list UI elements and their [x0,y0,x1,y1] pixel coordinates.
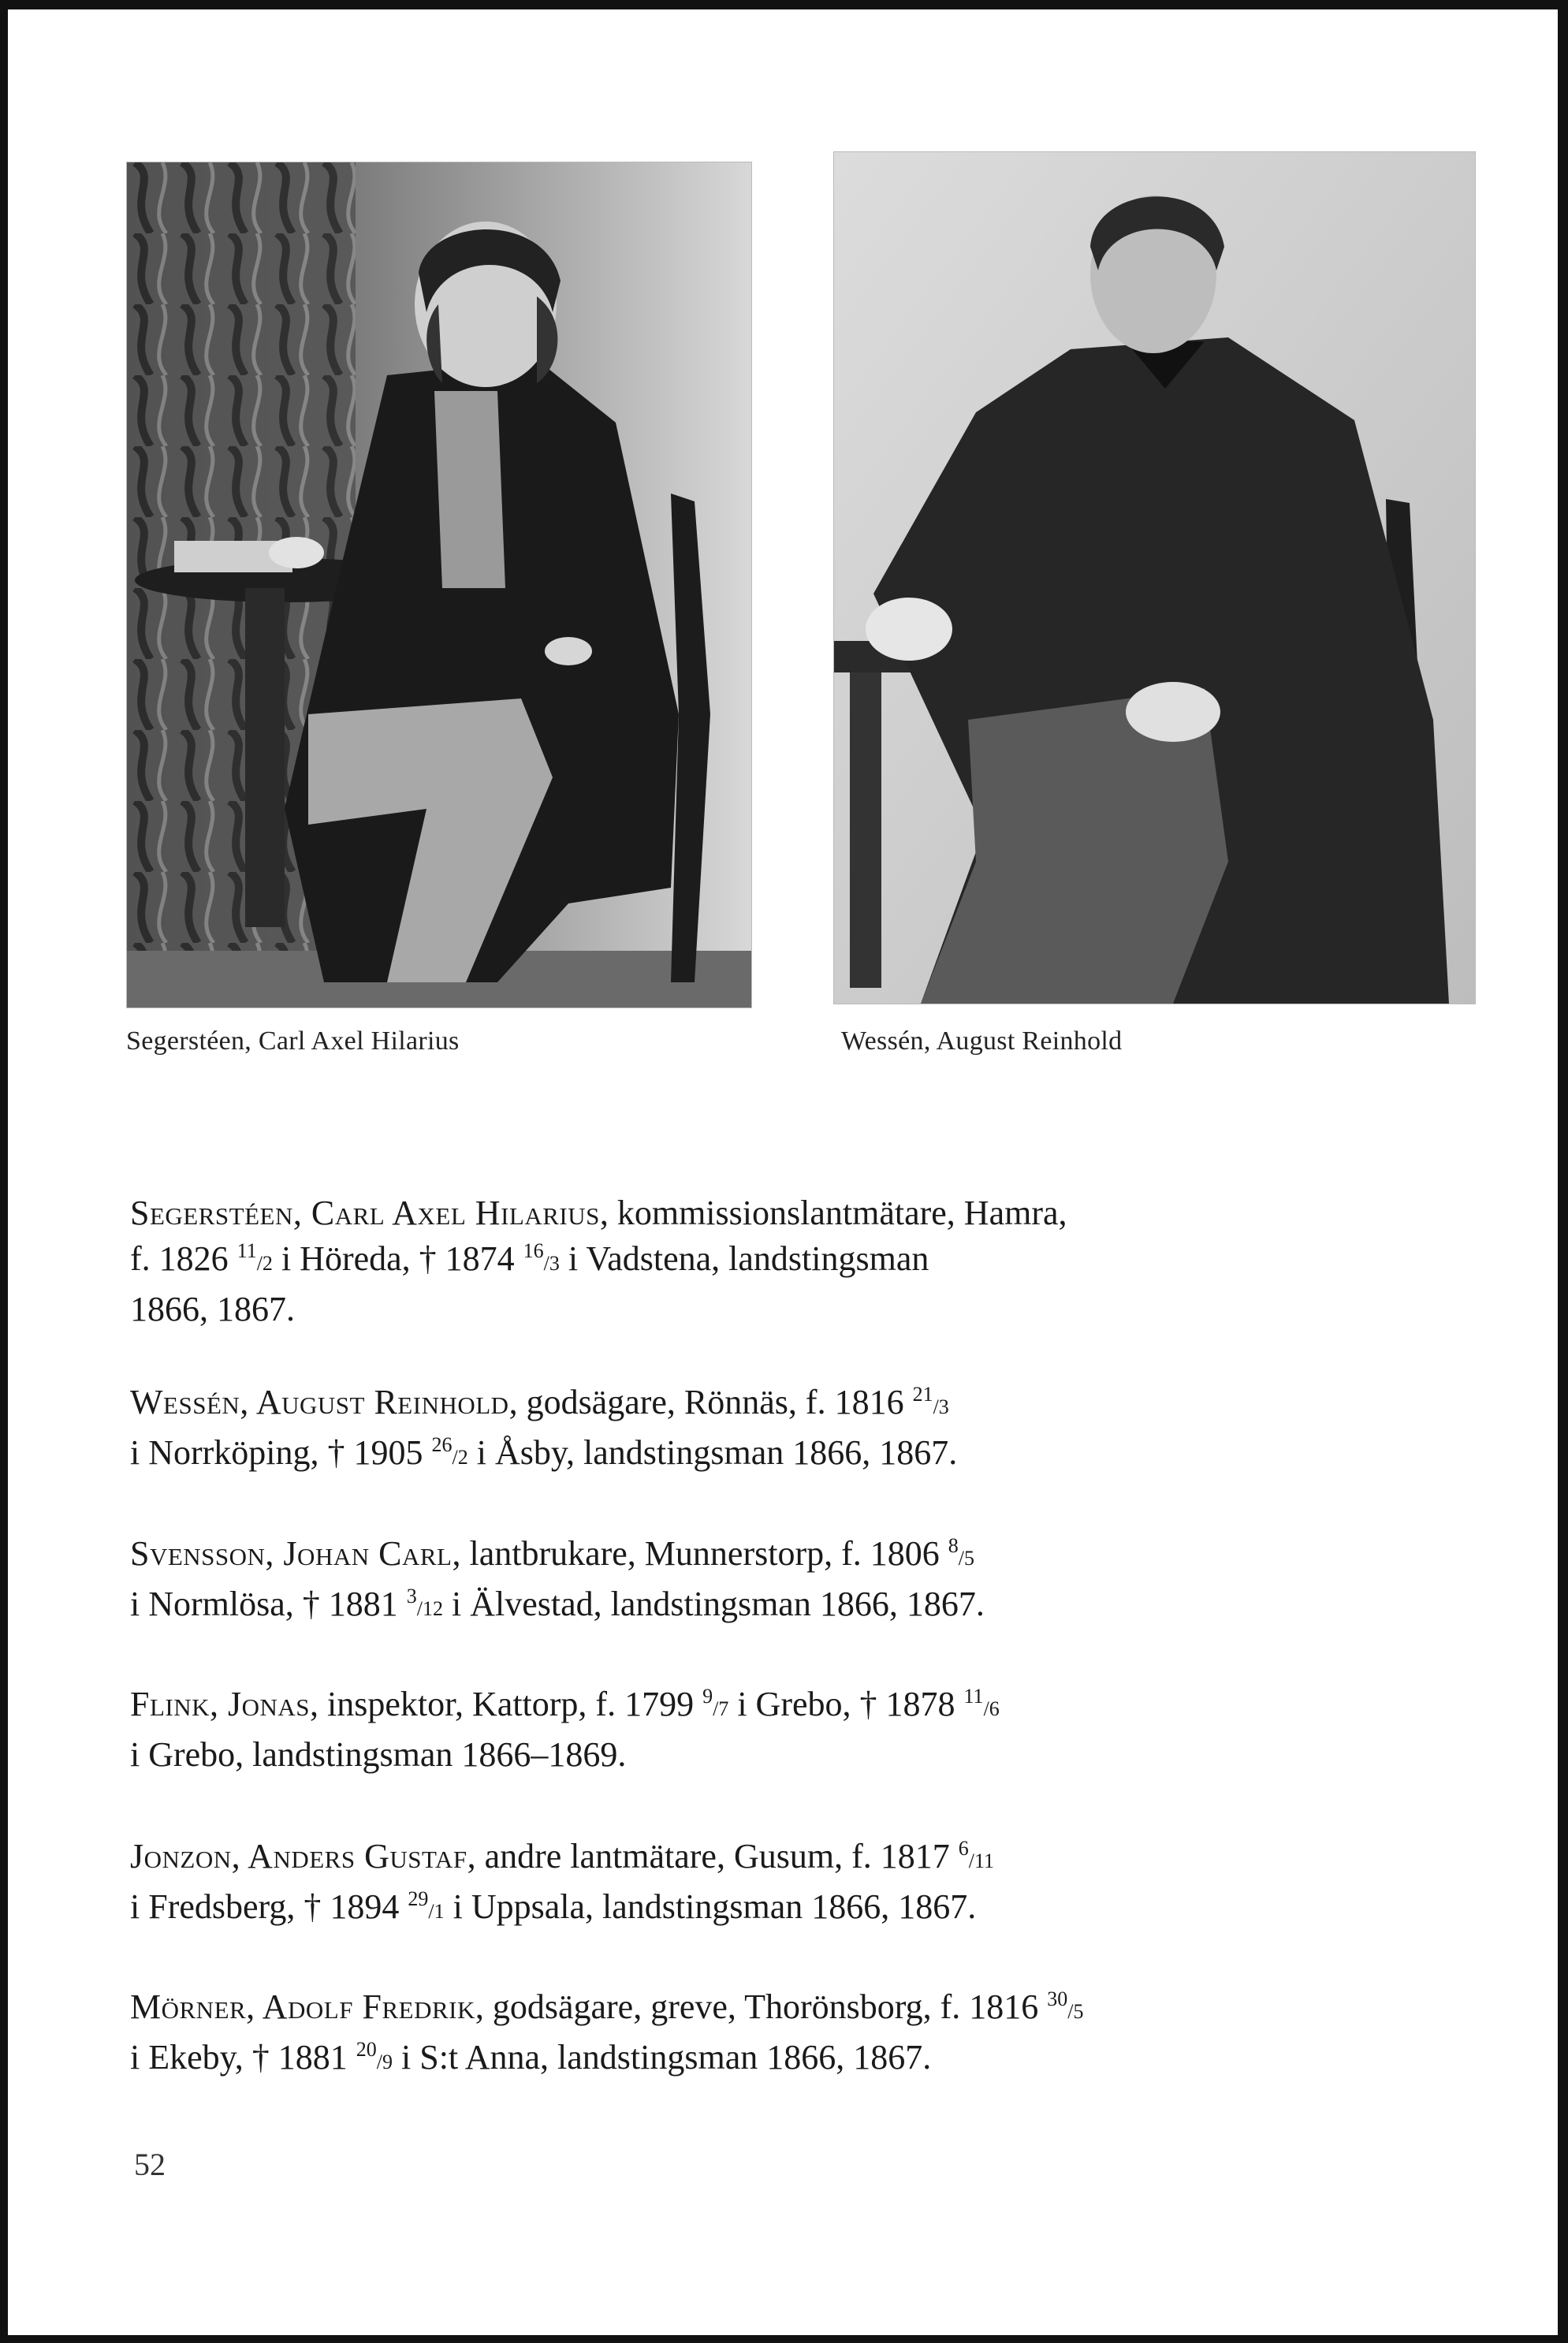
entry-line [130,1236,1470,1287]
date-month: /9 [376,2051,393,2073]
biography-entry-flink [130,1682,1470,1778]
date-day: 21 [912,1383,933,1406]
entry-text: i Uppsala, landstingsman 1866, 1867. [444,1887,977,1926]
date-day: 3 [406,1585,417,1607]
entry-line [130,1380,1470,1430]
entry-name: Mörner, Adolf Fredrik [130,1987,475,2026]
entry-text: i Normlösa, † 1881 [130,1585,407,1623]
biography-entry-wessen [130,1380,1470,1481]
entry-text: , inspektor, Kattorp, f. 1799 [310,1685,703,1723]
entry-name: Wessén, August Reinhold [130,1383,509,1421]
entry-line [130,1430,1470,1481]
entry-line: 1866, 1867. [130,1290,295,1328]
entry-line [130,2035,1470,2085]
portrait-photo-wessen [833,151,1476,1004]
date-month: /5 [1067,2000,1084,2023]
date-month: /11 [968,1849,994,1872]
entry-line [130,1984,1470,2035]
date-day: 11 [963,1685,984,1708]
date-day: 16 [523,1239,544,1262]
portrait-segersteen-image [127,162,751,1008]
entry-text: i Grebo, † 1878 [728,1685,964,1723]
date-month: /7 [713,1697,729,1720]
entry-text: i Åsby, landstingsman 1866, 1867. [467,1433,958,1472]
biography-entry-morner [130,1984,1470,2085]
caption-segersteen: Segerstéen, Carl Axel Hilarius [126,1026,460,1056]
date-month: /5 [958,1547,975,1570]
biography-entry-jonzon [130,1834,1470,1935]
entry-text: i Ekeby, † 1881 [130,2038,356,2077]
date-month: /6 [983,1697,1000,1720]
entry-name: Svensson, Johan Carl [130,1534,453,1573]
entry-text: i Vadstena, landstingsman [559,1239,929,1278]
entry-text: , godsägare, Rönnäs, f. 1816 [508,1383,913,1421]
entry-text: , kommissionslantmätare, Hamra, [599,1194,1067,1232]
entry-name: Flink, Jonas [130,1685,311,1723]
entry-text: , andre lantmätare, Gusum, f. 1817 [467,1837,959,1876]
date-day: 8 [948,1534,959,1557]
entry-line [130,1531,1470,1581]
date-month: /3 [543,1252,560,1275]
date-day: 11 [237,1239,257,1262]
entry-text: i Älvestad, landstingsman 1866, 1867. [443,1585,985,1623]
portrait-photo-segersteen [126,162,752,1008]
entry-text: i Höreda, † 1874 [272,1239,523,1278]
date-day: 29 [408,1887,429,1910]
date-month: /3 [933,1395,949,1418]
entry-line [130,1581,1470,1632]
date-day: 9 [702,1685,713,1708]
biography-entry-svensson [130,1531,1470,1632]
page-number: 52 [134,2147,166,2182]
date-month: /2 [256,1252,273,1275]
entry-line: i Grebo, landstingsman 1866–1869. [130,1735,627,1774]
entry-text: i S:t Anna, landstingsman 1866, 1867. [393,2038,932,2077]
date-month: /1 [428,1900,445,1923]
date-day: 30 [1047,1987,1068,2010]
entry-line [130,1190,1470,1236]
date-day: 20 [356,2038,377,2061]
entry-text: , godsägare, greve, Thorönsborg, f. 1816 [475,1987,1048,2026]
entry-line [130,1682,1470,1732]
entry-name: Jonzon, Anders Gustaf [130,1837,467,1876]
entry-text: , lantbrukare, Munnerstorp, f. 1806 [452,1534,948,1573]
book-page [8,9,1558,2335]
entry-name: Segerstéen, Carl Axel Hilarius [130,1194,600,1232]
entry-text: i Fredsberg, † 1894 [130,1887,408,1926]
entry-text: f. 1826 [130,1239,237,1278]
entry-text: i Norrköping, † 1905 [130,1433,432,1472]
caption-wessen: Wessén, August Reinhold [841,1026,1123,1056]
date-day: 26 [431,1433,453,1456]
date-day: 6 [958,1837,969,1860]
biography-entry-segersteen [130,1190,1470,1332]
date-month: /12 [416,1597,443,1620]
entry-line [130,1884,1470,1935]
entry-line [130,1834,1470,1884]
date-month: /2 [452,1446,468,1469]
portrait-wessen-image [834,152,1475,1004]
